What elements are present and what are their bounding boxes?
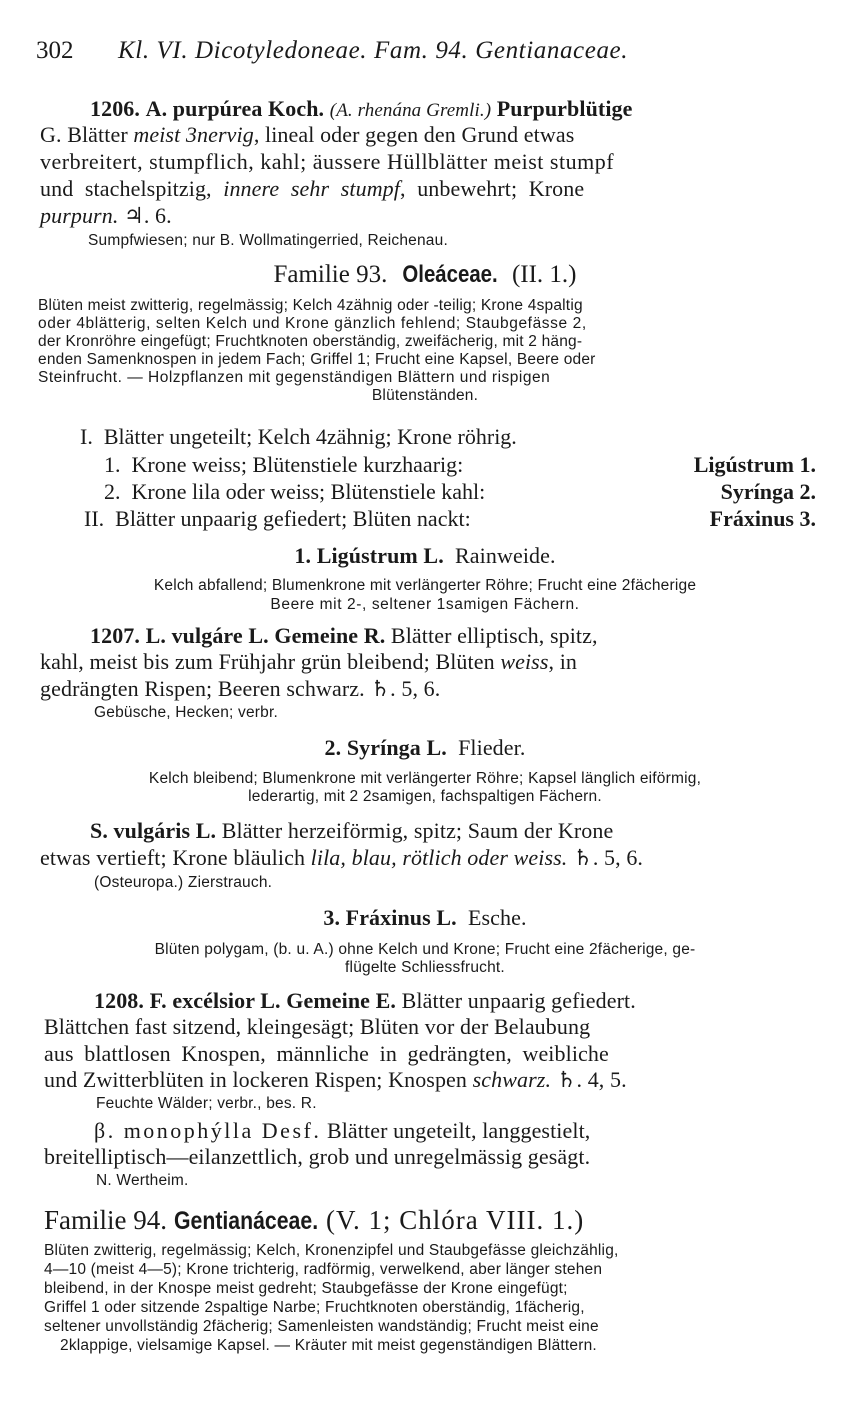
- species-1206-line2: G. Blätter meist 3nervig, lineal oder gegen den Grund etwas: [40, 122, 575, 147]
- running-title: Kl. VI. Dicotyledoneae. Fam. 94. Gentianaceae.: [118, 37, 629, 64]
- species-1206-line4: und stachelspitzig, innere sehr stumpf, unbewehrt; Krone: [40, 176, 585, 201]
- genus-3-desc-2: flügelte Schliessfrucht.: [345, 959, 505, 976]
- species-1206-line5: purpurn. ♃. 6.: [40, 203, 172, 228]
- species-name: A. purpúrea Koch.: [145, 96, 325, 121]
- species-1207-line2: kahl, meist bis zum Frühjahr grün bleibend; Blüten weiss, in: [40, 649, 578, 674]
- genus-2-desc-2: lederartig, mit 2 2samigen, fachspaltigen Fächern.: [248, 788, 602, 805]
- family-94-desc-3: bleibend, in der Knospe meist gedreht; Staubgefässe der Krone eingefügt;: [44, 1280, 568, 1297]
- page-number: 302: [36, 37, 74, 64]
- family-93-heading: Familie 93. Oleáceae. (II. 1.): [273, 261, 577, 288]
- species-1207-habitat: Gebüsche, Hecken; verbr.: [94, 704, 279, 721]
- species-common-name: Purpurblütige: [496, 96, 633, 121]
- species-syringa-line2: etwas vertieft; Krone bläulich lila, blau, rötlich oder weiss. ♄. 5, 6.: [40, 845, 644, 870]
- family-94-heading: Familie 94. Gentianáceae. (V. 1; Chlóra VIII. 1.): [44, 1205, 585, 1235]
- family-93-desc-3: der Kronröhre eingefügt; Fruchtknoten oberständig, zweifächerig, mit 2 häng-: [38, 333, 583, 350]
- species-syringa-line1: S. vulgáris L. Blätter herzeiförmig, spitz; Saum der Krone: [90, 818, 614, 843]
- genus-2-heading: 2. Syrínga L. Flieder.: [324, 735, 526, 760]
- family-93-desc-6: Blütenständen.: [371, 387, 479, 404]
- species-1208-habitat: Feuchte Wälder; verbr., bes. R.: [96, 1095, 317, 1112]
- family-93-desc-5: Steinfrucht. — Holzpflanzen mit gegenständigen Blättern und rispigen: [38, 369, 551, 386]
- species-1208-line4: und Zwitterblüten in lockeren Rispen; Knospen schwarz. ♄. 4, 5.: [44, 1067, 627, 1092]
- family-94-desc-6: 2klappige, vielsamige Kapsel. — Kräuter mit meist gegenständigen Blättern.: [60, 1337, 597, 1354]
- genus-1-desc-1: Kelch abfallend; Blumenkrone mit verlängerter Röhre; Frucht eine 2fächerige: [153, 577, 697, 594]
- species-1206-habitat: Sumpfwiesen; nur B. Wollmatingerried, Reichenau.: [88, 232, 448, 249]
- species-1208-var-line1: β. monophýlla Desf. Blätter ungeteilt, langgestielt,: [94, 1118, 591, 1143]
- species-1208-var-habitat: N. Wertheim.: [96, 1172, 189, 1189]
- species-1208-var-line2: breitelliptisch—eilanzettlich, grob und unregelmässig gesägt.: [44, 1144, 591, 1169]
- species-1208-line1: 1208. F. excélsior L. Gemeine E. Blätter unpaarig gefiedert.: [94, 988, 636, 1013]
- family-93-desc-1: Blüten meist zwitterig, regelmässig; Kelch 4zähnig oder -teilig; Krone 4spaltig: [38, 297, 583, 314]
- species-1208-line2: Blättchen fast sitzend, kleingesägt; Blüten vor der Belaubung: [44, 1014, 591, 1039]
- species-number: 1206.: [90, 96, 140, 121]
- key-item-4: II. Blätter unpaarig gefiedert; Blüten nackt: Fráxinus 3.: [84, 506, 816, 531]
- species-1207-line1: 1207. L. vulgáre L. Gemeine R. Blätter elliptisch, spitz,: [90, 623, 598, 648]
- family-94-desc-2: 4—10 (meist 4—5); Krone trichterig, radförmig, verwelkend, aber länger stehen: [44, 1261, 603, 1278]
- species-1207-line3: gedrängten Rispen; Beeren schwarz. ♄. 5, 6.: [40, 676, 441, 701]
- key-item-1: I. Blätter ungeteilt; Kelch 4zähnig; Krone röhrig.: [80, 424, 517, 449]
- species-syringa-habitat: (Osteuropa.) Zierstrauch.: [94, 874, 273, 891]
- genus-3-desc-1: Blüten polygam, (b. u. A.) ohne Kelch und Krone; Frucht eine 2fächerige, ge-: [154, 941, 696, 958]
- species-1206-line3: verbreitert, stumpflich, kahl; äussere Hüllblätter meist stumpf: [40, 149, 615, 174]
- family-94-desc-5: seltener unvollständig 2fächerig; Samenleisten wandständig; Frucht meist eine: [44, 1318, 599, 1335]
- family-93-desc-4: enden Samenknospen in jedem Fach; Griffel 1; Frucht eine Kapsel, Beere oder: [38, 351, 596, 368]
- key-item-3: 2. Krone lila oder weiss; Blütenstiele kahl: Syrínga 2.: [104, 479, 816, 504]
- genus-1-heading: 1. Ligústrum L. Rainweide.: [294, 543, 556, 568]
- genus-1-desc-2: Beere mit 2-, seltener 1samigen Fächern.: [270, 596, 580, 613]
- genus-2-desc-1: Kelch bleibend; Blumenkrone mit verlängerter Röhre; Kapsel länglich eiförmig,: [148, 770, 702, 787]
- family-93-desc-2: oder 4blätterig, selten Kelch und Krone gänzlich fehlend; Staubgefässe 2,: [38, 315, 587, 332]
- key-item-2: 1. Krone weiss; Blütenstiele kurzhaarig: Ligústrum 1.: [104, 452, 816, 477]
- family-94-desc-1: Blüten zwitterig, regelmässig; Kelch, Kronenzipfel und Staubgefässe gleichzählig,: [44, 1242, 619, 1259]
- genus-3-heading: 3. Fráxinus L. Esche.: [323, 905, 527, 930]
- species-synonym: (A. rhenána Gremli.): [329, 100, 492, 121]
- family-94-desc-4: Griffel 1 oder sitzende 2spaltige Narbe; Fruchtknoten oberständig, 1fächerig,: [44, 1299, 585, 1316]
- species-1208-line3: aus blattlosen Knospen, männliche in gedrängten, weibliche: [44, 1041, 609, 1066]
- species-1206-line1: [90, 98, 633, 120]
